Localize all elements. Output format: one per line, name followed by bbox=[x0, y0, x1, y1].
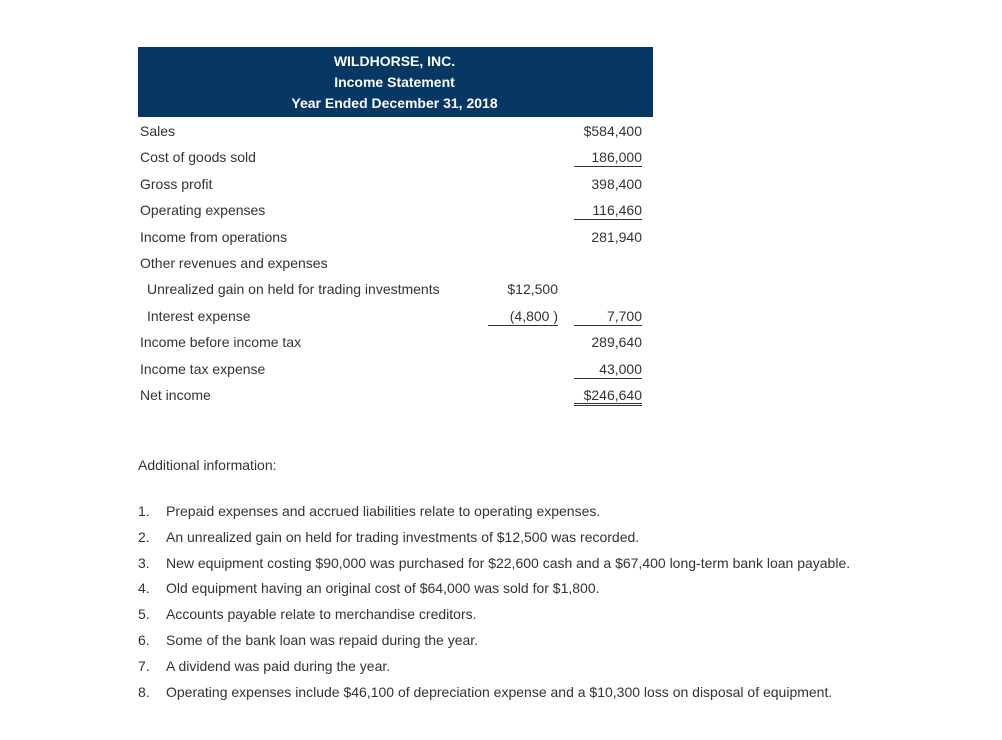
row-income-before-tax bbox=[138, 328, 653, 354]
list-item bbox=[138, 630, 850, 656]
row-label: Other revenues and expenses bbox=[140, 254, 328, 271]
note-number: 3. bbox=[138, 554, 150, 571]
row-operating-expenses bbox=[138, 196, 653, 222]
list-item bbox=[138, 682, 850, 708]
row-net-income bbox=[138, 381, 653, 407]
note-text: An unrealized gain on held for trading investments of $12,500 was recorded. bbox=[166, 528, 640, 545]
row-label: Gross profit bbox=[140, 175, 213, 192]
row-cogs bbox=[138, 143, 653, 169]
list-item bbox=[138, 604, 850, 630]
row-amount: 186,000 bbox=[570, 149, 642, 167]
note-number: 5. bbox=[138, 606, 150, 623]
note-number: 6. bbox=[138, 631, 150, 648]
row-amount: 289,640 bbox=[591, 334, 642, 351]
list-item bbox=[138, 553, 850, 579]
list-item bbox=[138, 656, 850, 682]
row-amount: 7,700 bbox=[570, 308, 642, 326]
note-text: Prepaid expenses and accrued liabilities relate to operating expenses. bbox=[166, 503, 601, 519]
row-sales bbox=[138, 117, 653, 143]
note-number: 1. bbox=[138, 503, 150, 519]
row-other-revenues bbox=[138, 249, 653, 275]
row-amount: 398,400 bbox=[591, 175, 642, 192]
income-statement bbox=[138, 47, 653, 407]
row-income-from-operations bbox=[138, 223, 653, 249]
note-text: New equipment costing $90,000 was purchased for $22,600 cash and a $67,400 long-term bank loan payable. bbox=[166, 554, 851, 571]
row-label: Income from operations bbox=[140, 228, 288, 245]
row-label: Net income bbox=[140, 386, 211, 403]
row-amount: $584,400 bbox=[583, 123, 642, 139]
row-amount-inner: $12,500 bbox=[507, 281, 558, 298]
note-text: A dividend was paid during the year. bbox=[166, 657, 391, 674]
note-text: Accounts payable relate to merchandise creditors. bbox=[166, 606, 477, 623]
row-label: Income before income tax bbox=[140, 334, 302, 351]
row-label: Interest expense bbox=[147, 307, 251, 324]
statement-header bbox=[138, 47, 653, 117]
row-gross-profit bbox=[138, 170, 653, 196]
note-number: 7. bbox=[138, 657, 150, 674]
list-item bbox=[138, 578, 850, 604]
list-item bbox=[138, 527, 850, 553]
row-amount: 43,000 bbox=[570, 361, 642, 379]
row-label: Operating expenses bbox=[140, 202, 266, 219]
row-interest-expense bbox=[138, 302, 653, 328]
note-number: 2. bbox=[138, 528, 150, 545]
statement-title: Income Statement bbox=[334, 74, 455, 90]
row-label: Sales bbox=[140, 123, 176, 139]
note-number: 8. bbox=[138, 683, 150, 700]
row-unrealized-gain bbox=[138, 275, 653, 301]
additional-information-heading: Additional information: bbox=[138, 457, 277, 473]
row-income-tax-expense bbox=[138, 355, 653, 381]
statement-rows bbox=[138, 117, 653, 407]
row-label: Cost of goods sold bbox=[140, 149, 256, 166]
note-text: Old equipment having an original cost of $64,000 was sold for $1,800. bbox=[166, 580, 600, 597]
company-name: WILDHORSE, INC. bbox=[333, 53, 456, 69]
statement-period: Year Ended December 31, 2018 bbox=[291, 95, 498, 111]
note-text: Some of the bank loan was repaid during the year. bbox=[166, 631, 479, 648]
row-label: Unrealized gain on held for trading investments bbox=[147, 281, 440, 298]
row-label: Income tax expense bbox=[140, 360, 266, 377]
additional-notes-list bbox=[138, 501, 850, 707]
row-amount: 116,460 bbox=[570, 202, 642, 220]
note-text: Operating expenses include $46,100 of depreciation expense and a $10,300 loss on disposal of equipment. bbox=[166, 683, 833, 700]
list-item bbox=[138, 501, 850, 527]
note-number: 4. bbox=[138, 580, 150, 597]
row-amount: 281,940 bbox=[591, 228, 642, 245]
row-amount: $246,640 bbox=[570, 387, 642, 406]
row-amount-inner: (4,800 ) bbox=[488, 308, 558, 326]
